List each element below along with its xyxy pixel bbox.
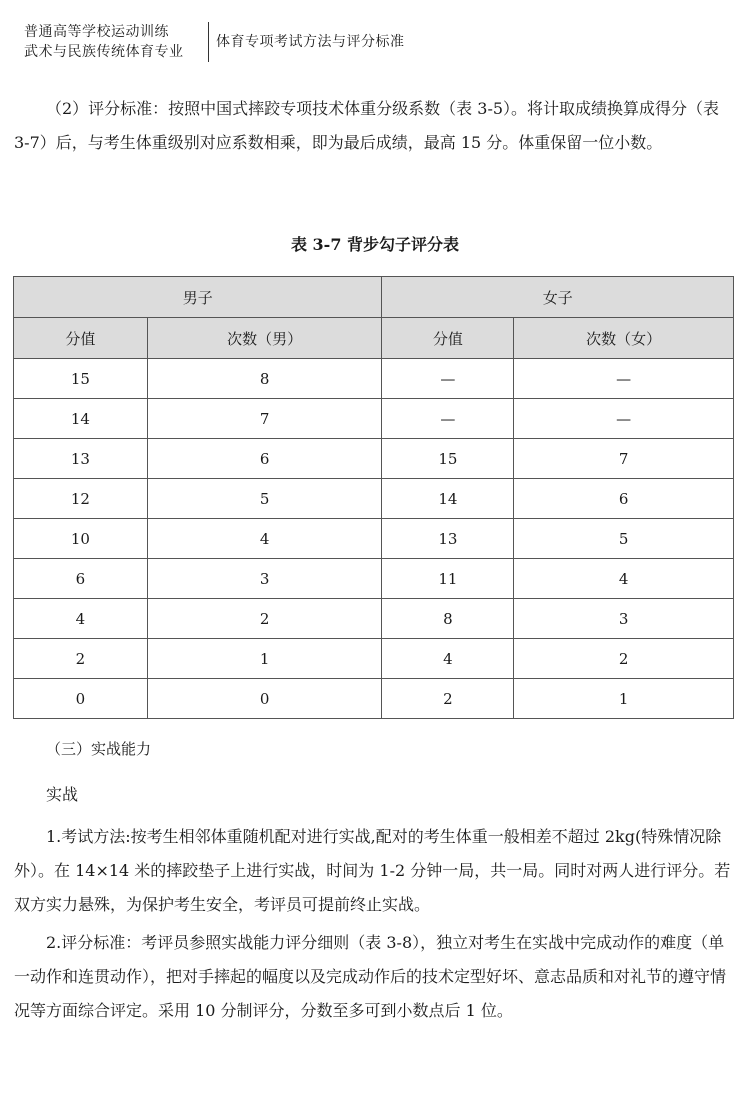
cell-count-female: 2 [514, 639, 734, 679]
cell-score-female: 11 [382, 559, 514, 599]
cell-score-male: 14 [14, 399, 148, 439]
table-column-header-row [14, 318, 734, 359]
table-group-header-row [14, 277, 734, 318]
table-row [14, 639, 734, 679]
cell-count-male: 1 [147, 639, 382, 679]
cell-score-female: — [382, 399, 514, 439]
cell-score-male: 4 [14, 599, 148, 639]
table-row [14, 359, 734, 399]
col-score-female: 分值 [382, 318, 514, 359]
table-row [14, 479, 734, 519]
cell-score-male: 0 [14, 679, 148, 719]
paragraph-exam-method: 1.考试方法:按考生相邻体重随机配对进行实战,配对的考生体重一般相差不超过 2kg(特殊情况除外）。在 14×14 米的摔跤垫子上进行实战，时间为 1-2 分钟一局，共一局。同时对两人进行评分。若双方实力悬殊，为保护考生安全，考评员可提前终止实战。 [14, 827, 731, 914]
header-book-title [24, 22, 202, 62]
cell-score-male: 10 [14, 519, 148, 559]
cell-count-female: — [514, 359, 734, 399]
table-row [14, 599, 734, 639]
cell-count-male: 0 [147, 679, 382, 719]
cell-count-male: 3 [147, 559, 382, 599]
header-divider [208, 22, 209, 62]
section-heading: （三）实战能力 [46, 740, 152, 758]
cell-score-male: 6 [14, 559, 148, 599]
group-male-header: 男子 [14, 277, 382, 318]
table-caption: 表 3-7 背步勾子评分表 [290, 235, 460, 254]
cell-count-female: — [514, 399, 734, 439]
cell-score-female: 14 [382, 479, 514, 519]
table-row [14, 519, 734, 559]
cell-count-female: 6 [514, 479, 734, 519]
cell-score-male: 2 [14, 639, 148, 679]
cell-score-female: 8 [382, 599, 514, 639]
header-line-2: 武术与民族传统体育专业 [24, 44, 184, 60]
cell-count-female: 7 [514, 439, 734, 479]
col-count-female: 次数（女） [514, 318, 734, 359]
cell-count-male: 7 [147, 399, 382, 439]
cell-count-male: 6 [147, 439, 382, 479]
cell-count-male: 8 [147, 359, 382, 399]
subheading: 实战 [46, 785, 79, 804]
cell-score-female: 13 [382, 519, 514, 559]
score-table [13, 276, 734, 719]
header-chapter-title: 体育专项考试方法与评分标准 [216, 34, 405, 50]
paragraph-scoring-criteria: 2.评分标准：考评员参照实战能力评分细则（表 3-8），独立对考生在实战中完成动作的难度（单一动作和连贯动作），把对手摔起的幅度以及完成动作后的技术定型好坏、意志品质和对礼节的遵守情况等方面综合评定。采用 10 分制评分，分数至多可到小数点后 1 位。 [14, 933, 727, 1020]
cell-score-male: 13 [14, 439, 148, 479]
table-row [14, 399, 734, 439]
cell-count-female: 3 [514, 599, 734, 639]
cell-score-male: 12 [14, 479, 148, 519]
paragraph-scoring-standard: （2）评分标准：按照中国式摔跤专项技术体重分级系数（表 3-5）。将计取成绩换算成得分（表 3-7）后，与考生体重级别对应系数相乘，即为最后成绩，最高 15 分。体重保留一位小数。 [14, 99, 720, 152]
table-row [14, 679, 734, 719]
table-row [14, 439, 734, 479]
cell-score-female: 2 [382, 679, 514, 719]
col-score-male: 分值 [14, 318, 148, 359]
group-female-header: 女子 [382, 277, 734, 318]
header-line-1: 普通高等学校运动训练 [24, 24, 169, 40]
cell-score-female: 15 [382, 439, 514, 479]
cell-count-female: 4 [514, 559, 734, 599]
cell-count-male: 2 [147, 599, 382, 639]
cell-score-female: — [382, 359, 514, 399]
cell-score-female: 4 [382, 639, 514, 679]
table-row [14, 559, 734, 599]
cell-score-male: 15 [14, 359, 148, 399]
cell-count-male: 5 [147, 479, 382, 519]
cell-count-female: 1 [514, 679, 734, 719]
cell-count-female: 5 [514, 519, 734, 559]
col-count-male: 次数（男） [147, 318, 382, 359]
cell-count-male: 4 [147, 519, 382, 559]
